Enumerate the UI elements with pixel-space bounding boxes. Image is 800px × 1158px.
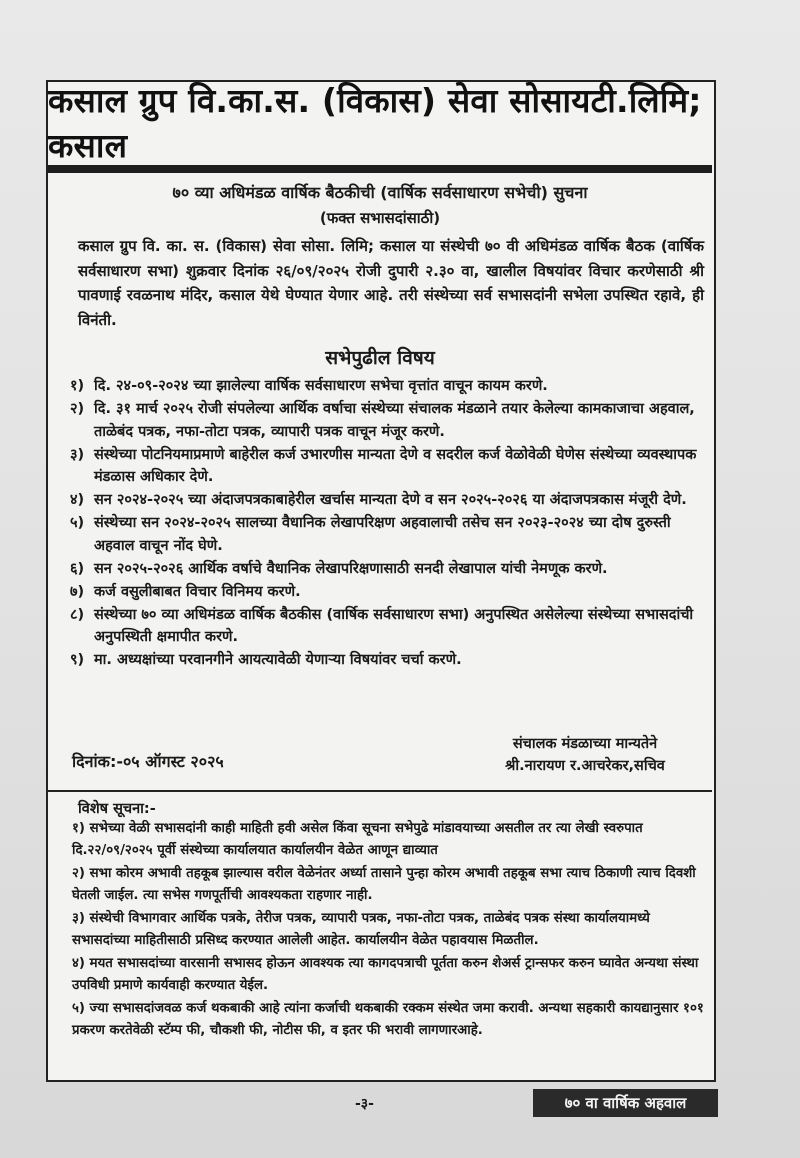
- page-number: -३-: [355, 1096, 374, 1112]
- notice-intro-paragraph: कसाल ग्रुप वि. का. स. (विकास) सेवा सोसा. लिमि; कसाल या संस्थेची ७० वी अधिमंडळ वार्षिक बैठक (वार्षिक सर्वसाधारण सभा) शुक्रवार दिनांक २६/०९/२०२५ रोजी दुपारी २.३० वा, खालील विषयांवर विचार करणेसाठी श्री पावणाई रवळनाथ मंदिर, कसाल येथे घेण्यात येणार आहे. तरी संस्थेच्या सर्व सभासदांनी सभेला उपस्थित रहावे, ही विनंती.: [78, 237, 704, 329]
- agenda-item-number: ३): [70, 446, 85, 463]
- agenda-item-text: सन २०२४-२०२५ च्या अंदाजपत्रकाबाहेरील खर्चास मान्यता देणे व सन २०२५-२०२६ या अंदाजपत्रकास मंजूरी देणे.: [94, 492, 687, 508]
- agenda-item-text: कर्ज वसुलीबाबत विचार विनिमय करणे.: [94, 583, 301, 600]
- annual-report-label: ७० वा वार्षिक अहवाल: [533, 1089, 718, 1117]
- notice-title: ७० व्या अधिमंडळ वार्षिक बैठकीची (वार्षिक सर्वसाधारण सभेची) सुचना: [172, 183, 588, 202]
- special-note-item: ५) ज्या सभासदांजवळ कर्ज थकबाकी आहे त्यांना कर्जाची थकबाकी रक्कम संस्थेत जमा करावी. अन्यथा सहकारी कायद्यानुसार १०१ प्रकरण करतेवेळी स्टॅम्प फी, चौकशी फी, नोटीस फी, व इतर फी भरावी लागणारआहे.: [72, 1001, 704, 1038]
- agenda-item-text: सन २०२५-२०२६ आर्थिक वर्षाचे वैधानिक लेखापरिक्षणासाठी सनदी लेखापाल यांची नेमणूक करणे.: [94, 560, 608, 577]
- agenda-item: [70, 649, 710, 672]
- special-notes-heading: विशेष सूचना:-: [78, 801, 156, 817]
- signature-approval-line: संचालक मंडळाच्या मान्यतेने: [512, 736, 658, 752]
- signature-secretary-name: श्री.नारायण र.आचरेकर,सचिव: [505, 758, 665, 774]
- header-divider: [48, 165, 712, 173]
- agenda-item-text: दि. २४-०९-२०२४ च्या झालेल्या वार्षिक सर्वसाधारण सभेचा वृत्तांत वाचून कायम करणे.: [94, 378, 548, 394]
- agenda-item-text: संस्थेच्या ७० व्या अधिमंडळ वार्षिक बैठकीस (वार्षिक सर्वसाधारण सभा) अनुपस्थित असेलेल्या संस्थेच्या सभासदांची अनुपस्थिती क्षमापीत करणे.: [94, 606, 694, 645]
- agenda-item: [70, 558, 710, 581]
- agenda-item-number: ७): [70, 583, 85, 600]
- section-divider: [48, 790, 712, 792]
- agenda-item-text: दि. ३१ मार्च २०२५ रोजी संपलेल्या आर्थिक वर्षाचा संस्थेच्या संचालक मंडळाने तयार केलेल्या कामकाजाचा अहवाल, ताळेबंद पत्रक, नफा-तोटा पत्रक, व्यापारी पत्रक वाचून मंजूर करणे.: [94, 401, 695, 440]
- agenda-item-number: १): [70, 378, 85, 394]
- agenda-item: [70, 512, 710, 557]
- agenda-item: [70, 444, 710, 489]
- agenda-item-text: संस्थेच्या सन २०२४-२०२५ सालच्या वैधानिक लेखापरिक्षण अहवालाची तसेच सन २०२३-२०२४ च्या दोष दुरुस्ती अहवाल वाचून नोंद घेणे.: [94, 515, 671, 554]
- special-note-item: १) सभेच्या वेळी सभासदांनी काही माहिती हवी असेल किंवा सूचना सभेपुढे मांडावयाच्या असतील तर त्या लेखी स्वरुपात दि.२२/०९/२०२५ पूर्वी संस्थेच्या कार्यालयात कार्यालयीन वेळेत आणून द्याव्यात: [72, 821, 643, 858]
- agenda-item: [70, 375, 710, 398]
- agenda-item-number: ५): [70, 515, 85, 531]
- agenda-heading: सभेपुढील विषय: [325, 347, 435, 369]
- notice-subtitle: (फक्त सभासदांसाठी): [319, 209, 441, 227]
- agenda-item-number: २): [70, 401, 85, 417]
- society-title: कसाल ग्रुप वि.का.स. (विकास) सेवा सोसायटी.लिमि; कसाल: [48, 81, 702, 165]
- agenda-item: [70, 489, 710, 512]
- special-note-item: ३) संस्थेची विभागवार आर्थिक पत्रके, तेरीज पत्रक, व्यापारी पत्रक, नफा-तोटा पत्रक, ताळेबंद पत्रक संस्था कार्यालयामध्ये सभासदांच्या माहितीसाठी प्रसिध्द करण्यात आलेली आहेत. कार्यालयीन वेळेत पहावयास मिळतील.: [72, 911, 650, 948]
- special-note-item: २) सभा कोरम अभावी तहकूब झाल्यास वरील वेळेनंतर अर्ध्या तासाने पुन्हा कोरम अभावी तहकूब सभा त्याच ठिकाणी त्याच दिवशी घेतली जाईल. त्या सभेस गणपूर्तीची आवश्यकता राहणार नाही.: [72, 866, 696, 903]
- special-notes-list: [72, 818, 708, 1043]
- agenda-item-number: ६): [70, 560, 85, 577]
- agenda-item-text: संस्थेच्या पोटनियमाप्रमाणे बाहेरील कर्ज उभारणीस मान्यता देणे व सदरील कर्ज वेळोवेळी घेणेस संस्थेच्या व्यवस्थापक मंडळास अधिकार देणे.: [94, 446, 697, 485]
- special-note-item: ४) मयत सभासदांच्या वारसानी सभासद होऊन आवश्यक त्या कागदपत्राची पूर्तता करुन शेअर्स ट्रान्सफर करुन घ्यावेत अन्यथा संस्था उपविधी प्रमाणे कार्यवाही करण्यात येईल.: [72, 956, 699, 993]
- agenda-item: [70, 398, 710, 443]
- agenda-item-number: ८): [70, 606, 85, 623]
- agenda-item: [70, 604, 710, 649]
- agenda-list: [70, 375, 710, 672]
- agenda-item: [70, 581, 710, 604]
- signature-block: [470, 733, 700, 777]
- agenda-item-number: ४): [70, 492, 85, 508]
- notice-date: दिनांक:-०५ ऑगस्ट २०२५: [72, 752, 224, 771]
- agenda-item-text: मा. अध्यक्षांच्या परवानगीने आयत्यावेळी येणाऱ्या विषयांवर चर्चा करणे.: [94, 652, 462, 668]
- agenda-item-number: ९): [70, 652, 85, 668]
